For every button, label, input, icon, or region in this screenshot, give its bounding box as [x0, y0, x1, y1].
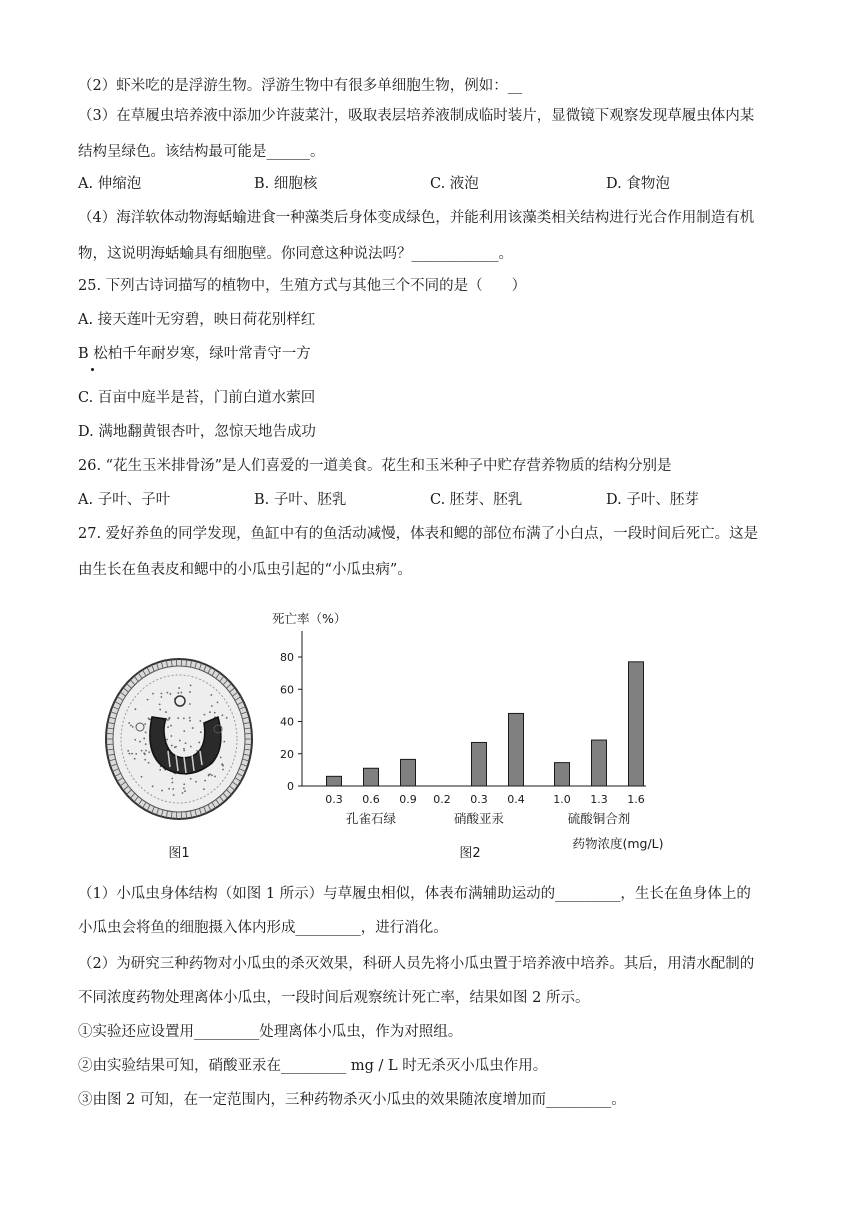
bar	[401, 759, 416, 786]
x-tick-label: 1.3	[590, 793, 608, 806]
q26-option-c: C. 胚芽、胚乳	[430, 492, 523, 508]
cytoplasm-granule	[171, 778, 173, 780]
q24-part4-line1: （4）海洋软体动物海蛞蝓进食一种藻类后身体变成绿色，并能利用该藻类相关结构进行光合作用制造有机	[78, 210, 755, 226]
cytoplasm-granule	[161, 693, 163, 695]
cytoplasm-granule	[190, 778, 192, 780]
bar	[327, 776, 342, 786]
cytoplasm-granule	[198, 742, 200, 744]
cytoplasm-granule	[210, 694, 212, 696]
cytoplasm-granule	[214, 776, 216, 778]
cytoplasm-granule	[134, 758, 136, 760]
cytoplasm-granule	[160, 696, 162, 698]
cytoplasm-granule	[131, 753, 133, 755]
cytoplasm-granule	[132, 726, 134, 728]
q27-figures	[100, 605, 680, 870]
q27-stem-line2: 由生长在鱼表皮和鳃中的小瓜虫引起的“小瓜虫病”。	[78, 562, 412, 578]
cytoplasm-granule	[169, 717, 171, 719]
cytoplasm-granule	[220, 757, 222, 759]
q24-part2: （2）虾米吃的是浮游生物。浮游生物中有很多单细胞生物，例如：__	[78, 78, 523, 94]
x-tick-label: 0.2	[433, 793, 451, 806]
group-label: 硫酸铜合剂	[567, 811, 631, 826]
q25-stem: 25. 下列古诗词描写的植物中，生殖方式与其他三个不同的是（ ）	[78, 278, 527, 294]
q25-option-c: C. 百亩中庭半是苔，门前白道水萦回	[78, 390, 316, 406]
q27-stem-line1: 27. 爱好养鱼的同学发现，鱼缸中有的鱼活动减慢，体表和鳃的部位布满了小白点，一段时间后死亡。这是	[78, 526, 759, 542]
q26-option-a: A. 子叶、子叶	[78, 492, 171, 508]
x-tick-label: 0.3	[470, 793, 488, 806]
cytoplasm-granule	[145, 732, 147, 734]
fig1-caption: 图1	[168, 846, 190, 861]
cytoplasm-granule	[166, 739, 168, 741]
cytoplasm-granule	[211, 705, 213, 707]
q26-stem: 26. “花生玉米排骨汤”是人们喜爱的一道美食。花生和玉米种子中贮存营养物质的结构分别是	[78, 458, 672, 474]
cytoplasm-granule	[172, 788, 174, 790]
q27-sub2: ②由实验结果可知，硝酸亚汞在_________ mg / L 时无杀灭小瓜虫作用。	[78, 1058, 548, 1074]
y-tick-label: 20	[280, 747, 294, 761]
cytoplasm-granule	[161, 790, 163, 792]
cytoplasm-granule	[174, 746, 176, 748]
q27-sub1: ①实验还应设置用_________处理离体小瓜虫，作为对照组。	[78, 1024, 463, 1040]
y-tick-label: 40	[280, 715, 294, 729]
q26-option-b: B. 子叶、胚乳	[254, 492, 347, 508]
cytoplasm-granule	[144, 723, 146, 725]
cytoplasm-granule	[148, 762, 150, 764]
cytoplasm-granule	[221, 763, 223, 765]
cytoplasm-granule	[179, 740, 181, 742]
bar	[592, 740, 607, 786]
x-tick-label: 0.4	[507, 793, 525, 806]
cytoplasm-granule	[189, 691, 191, 693]
cytoplasm-granule	[171, 745, 173, 747]
q24-option-c: C. 液泡	[430, 176, 479, 192]
cytoplasm-granule	[128, 722, 130, 724]
bar	[555, 763, 570, 786]
cytoplasm-granule	[170, 735, 172, 737]
cytoplasm-granule	[167, 726, 169, 728]
q25-option-a: A. 接天莲叶无穷碧，映日荷花别样红	[78, 312, 316, 328]
y-axis-label: 死亡率（%）	[272, 611, 347, 626]
group-label: 孔雀石绿	[345, 811, 397, 826]
cytoplasm-granule	[159, 703, 161, 705]
x-tick-label: 1.6	[627, 793, 645, 806]
cytoplasm-granule	[192, 727, 194, 729]
cytoplasm-granule	[184, 790, 186, 792]
cytoplasm-granule	[190, 685, 192, 687]
y-tick-label: 60	[280, 683, 294, 697]
cytoplasm-granule	[189, 720, 191, 722]
cytoplasm-granule	[214, 712, 216, 714]
cytoplasm-granule	[195, 781, 197, 783]
cytoplasm-granule	[203, 788, 205, 790]
cytoplasm-granule	[180, 692, 182, 694]
cytoplasm-granule	[221, 714, 223, 716]
q24-part3-line1: （3）在草履虫培养液中添加少许菠菜汁，吸取表层培养液制成临时装片，显微镜下观察发现草履虫体内某	[78, 108, 755, 124]
bar	[509, 713, 524, 786]
cytoplasm-granule	[226, 717, 228, 719]
q24-option-b: B. 细胞核	[254, 176, 318, 192]
x-tick-label: 0.9	[399, 793, 417, 806]
cytoplasm-granule	[183, 748, 185, 750]
cytoplasm-granule	[141, 776, 143, 778]
cytoplasm-granule	[144, 759, 146, 761]
q27-part1-line2: 小瓜虫会将鱼的细胞摄入体内形成_________，进行消化。	[78, 920, 448, 936]
cytoplasm-granule	[143, 738, 145, 740]
cytoplasm-granule	[177, 692, 179, 694]
cytoplasm-granule	[209, 711, 211, 713]
cytoplasm-granule	[148, 717, 150, 719]
cytoplasm-granule	[203, 714, 205, 716]
cytoplasm-granule	[185, 742, 187, 744]
cytoplasm-granule	[178, 687, 180, 689]
q25-option-d: D. 满地翻黄银杏叶，忽惊天地告成功	[78, 424, 316, 440]
cytoplasm-granule	[167, 719, 169, 721]
y-tick-label: 0	[287, 780, 294, 793]
cytoplasm-granule	[159, 709, 161, 711]
cytoplasm-granule	[211, 774, 213, 776]
q24-option-a: A. 伸缩泡	[78, 176, 142, 192]
x-tick-label: 0.6	[362, 793, 380, 806]
cytoplasm-granule	[190, 746, 192, 748]
cytoplasm-granule	[165, 711, 167, 713]
cytoplasm-granule	[169, 693, 171, 695]
cytoplasm-granule	[223, 741, 225, 743]
cytoplasm-granule	[177, 717, 179, 719]
cytoplasm-granule	[170, 725, 172, 727]
cytoplasm-granule	[145, 743, 147, 745]
cytoplasm-granule	[144, 753, 146, 755]
cytoplasm-granule	[129, 753, 131, 755]
cytoplasm-granule	[135, 753, 137, 755]
x-tick-label: 1.0	[553, 793, 571, 806]
cytoplasm-granule	[152, 785, 154, 787]
cytoplasm-granule	[139, 741, 141, 743]
cytoplasm-granule	[152, 693, 154, 695]
cytoplasm-granule	[217, 702, 219, 704]
cytoplasm-granule	[183, 750, 185, 752]
q27-part1-line1: （1）小瓜虫身体结构（如图 1 所示）与草履虫相似，体表布满辅助运动的_________，生长在鱼身体上的	[78, 886, 751, 902]
cytoplasm-granule	[173, 794, 175, 796]
cytoplasm-granule	[208, 774, 210, 776]
cytoplasm-granule	[199, 720, 201, 722]
cytoplasm-granule	[135, 708, 137, 710]
cytoplasm-granule	[130, 724, 132, 726]
ichthyophthirius-illustration	[106, 659, 252, 819]
cytoplasm-granule	[166, 692, 168, 694]
cytoplasm-granule	[189, 703, 191, 705]
q26-option-d: D. 子叶、胚芽	[606, 492, 699, 508]
cytoplasm-granule	[200, 731, 202, 733]
q24-part4-line2: 物，这说明海蛞蝓具有细胞壁。你同意这种说法吗？____________。	[78, 246, 513, 262]
cytoplasm-granule	[182, 792, 184, 794]
cytoplasm-granule	[159, 769, 161, 771]
x-tick-label: 0.3	[325, 793, 343, 806]
cytoplasm-granule	[147, 699, 149, 701]
cytoplasm-granule	[222, 769, 224, 771]
bar	[629, 662, 644, 786]
mortality-bar-chart	[272, 611, 664, 851]
cytoplasm-granule	[148, 751, 150, 753]
cytoplasm-granule	[183, 730, 185, 732]
q24-option-d: D. 食物泡	[606, 176, 670, 192]
bar	[472, 742, 487, 786]
q27-sub3: ③由图 2 可知，在一定范围内，三种药物杀灭小瓜虫的效果随浓度增加而_________。	[78, 1092, 626, 1108]
cytoplasm-granule	[168, 788, 170, 790]
y-tick-label: 80	[280, 651, 294, 664]
cytoplasm-granule	[183, 787, 185, 789]
cytoplasm-granule	[127, 750, 129, 752]
q27-part2-line1: （2）为研究三种药物对小瓜虫的杀灭效果，科研人员先将小瓜虫置于培养液中培养。其后，用清水配制的	[78, 956, 755, 972]
cytoplasm-granule	[189, 717, 191, 719]
x-axis-label: 药物浓度(mg/L)	[572, 836, 664, 851]
cytoplasm-granule	[145, 750, 147, 752]
cytoplasm-granule	[141, 750, 143, 752]
option-b-dot	[91, 368, 94, 371]
q27-part2-line2: 不同浓度药物处理离体小瓜虫，一段时间后观察统计死亡率，结果如图 2 所示。	[78, 990, 590, 1006]
q24-part3-line2: 结构呈绿色。该结构最可能是______。	[78, 144, 325, 160]
cytoplasm-granule	[204, 780, 206, 782]
fig2-caption: 图2	[459, 846, 481, 861]
q25-option-b: B 松柏千年耐岁寒，绿叶常青守一方	[78, 346, 311, 362]
cytoplasm-granule	[172, 782, 174, 784]
bar	[364, 768, 379, 786]
cytoplasm-granule	[183, 783, 185, 785]
cytoplasm-granule	[134, 739, 136, 741]
group-label: 硝酸亚汞	[453, 811, 505, 826]
cytoplasm-granule	[183, 717, 185, 719]
